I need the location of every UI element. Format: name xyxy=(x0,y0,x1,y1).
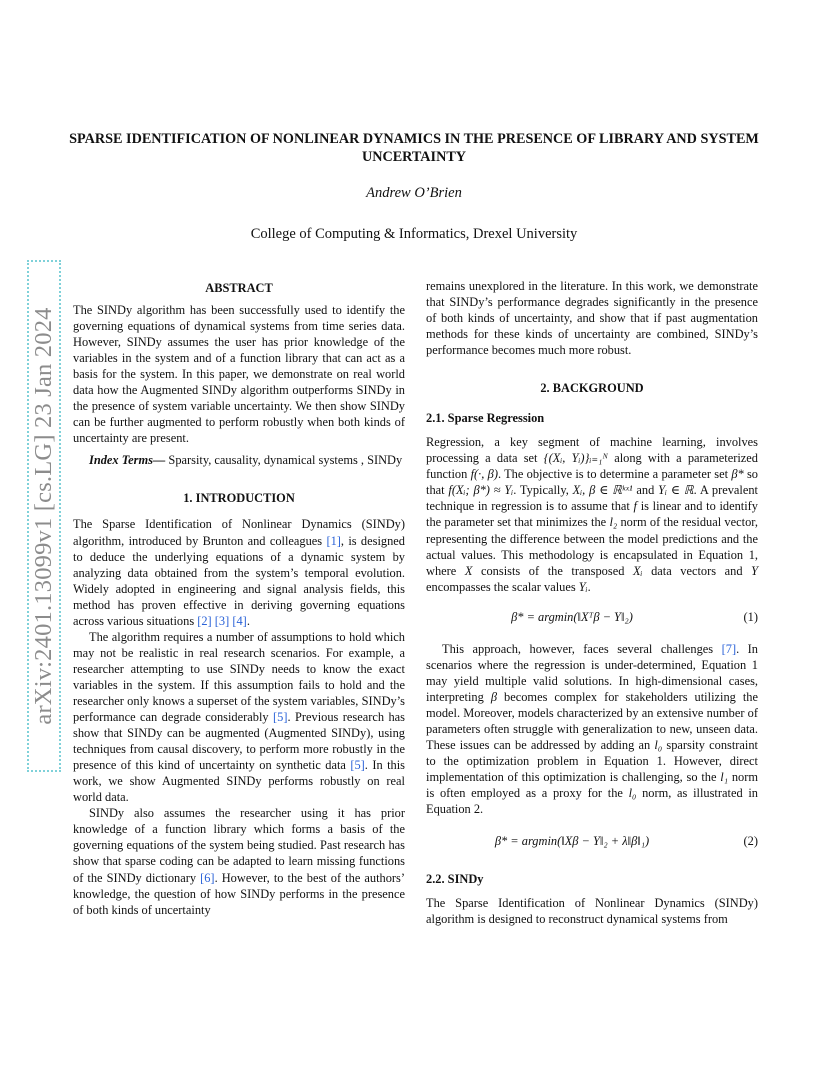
intro-paragraph-3: SINDy also assumes the researcher using it has prior knowledge of a function library which forms a basis of the governing equations of the system being studied. Past research has show that sparse coding can be adapted to learn missing functions of the SINDy dictionary [6]. However, to the best of the authors’ knowledge, the question of how SINDy performs in the presence of both kinds of uncertainty xyxy=(73,806,405,917)
equation-1 xyxy=(426,603,758,635)
challenges-paragraph: This approach, however, faces several challenges [7]. In scenarios where the regression is under-determined, Equation 1 may yield multiple valid solutions. In high-dimensional cases, interpreting β becomes complex for stakeholders utilizing the model. Moreover, models characterized by an extensive number of parameters often struggle with generalization to new, unseen data. These issues can be addressed by adding an l₀ sparsity constraint to the optimization problem in Equation 1. However, direct implementation of this optimization is challenging, so the l₁ norm is often employed as a proxy for the l₀ norm, as illustrated in Equation 2. xyxy=(426,641,759,817)
arxiv-stamp-text: arXiv:2401.13099v1 [cs.LG] 23 Jan 2024 xyxy=(29,262,59,770)
citation-link[interactable]: [3] xyxy=(214,613,230,628)
abstract-body: The SINDy algorithm has been successfully used to identify the governing equations of dynamical systems from time series data. However, SINDy assumes the user has prior knowledge of the variables in the system and of a function library that can act as a basis for the system. In this paper, we demonstrate on real world data how the Augmented SINDy algorithm outperforms SINDy in the presence of system variable uncertainty. We then show SINDy can be further augmented to perform robustly when both kinds of uncertainty are present. xyxy=(73,303,405,446)
equation-2-expression: β* = argmin(‖Xβ − Y‖₂ + λ‖β‖₁) xyxy=(494,834,650,849)
intro-paragraph-1: The Sparse Identification of Nonlinear Dynamics (SINDy) algorithm, introduced by Brunton and colleagues [1], is designed to deduce the underlying equations of a dynamic system by analyzing data obtained from the system’s temporal evolution. Widely adopted in engineering and signal analysis fields, this method has proven effective in deriving governing equations across various situations [2] [3] [4]. xyxy=(73,517,405,628)
equation-2 xyxy=(426,827,758,859)
citation-link[interactable]: [1] xyxy=(326,533,341,548)
index-terms xyxy=(73,452,405,468)
arxiv-stamp xyxy=(14,262,57,770)
citation-link[interactable]: [5] xyxy=(350,758,365,773)
background-heading: 2. BACKGROUND xyxy=(540,381,644,396)
right-column xyxy=(426,278,758,927)
citation-link[interactable]: [2] xyxy=(197,613,212,628)
sparse-regression-paragraph: Regression, a key segment of machine learning, involves processing a data set {(Xᵢ, Yᵢ)}ᵢ₌₁ᴺ along with a parameterized function f(·, β). The objective is to determine a parameter set β* so that f(Xᵢ; β*) ≈ Yᵢ. Typically, Xᵢ, β ∈ ℝᵏˣ¹ and Yᵢ ∈ ℝ. A prevalent technique in regression is to assume that f is linear and to identify the parameter set that minimizes the l₂ norm of the residual vector, representing the difference between the model predictions and the actual values. This methodology is encapsulated in Equation 1, where X consists of the transposed Xᵢ data vectors and Y encompasses the scalar values Yᵢ. xyxy=(426,435,759,594)
equation-2-number: (2) xyxy=(743,834,758,849)
author: Andrew O’Brien xyxy=(366,185,462,201)
subsection-sindy: 2.2. SINDy xyxy=(426,872,484,887)
index-terms-text: Sparsity, causality, dynamical systems , SINDy xyxy=(168,453,403,468)
paper-title: SPARSE IDENTIFICATION OF NONLINEAR DYNAMICS IN THE PRESENCE OF LIBRARY AND SYSTEM UNCERTAINTY xyxy=(69,131,759,165)
intro-heading: 1. INTRODUCTION xyxy=(183,491,295,506)
intro-paragraph-3-continued: remains unexplored in the literature. In this work, we demonstrate that SINDy’s performance degrades significantly in the presence of both kinds of uncertainty, and show that if past augmentation methods for these kinds of uncertainty are combined, SINDy’s performance becomes much more robust. xyxy=(426,279,758,358)
citation-link[interactable]: [6] xyxy=(200,870,215,885)
citation-link[interactable]: [7] xyxy=(721,641,737,656)
sindy-paragraph: The Sparse Identification of Nonlinear Dynamics (SINDy) algorithm is designed to reconstruct dynamical systems from xyxy=(426,896,758,927)
abstract-heading: ABSTRACT xyxy=(205,281,273,295)
equation-1-number: (1) xyxy=(743,609,758,624)
citation-link[interactable]: [5] xyxy=(273,710,288,725)
subsection-sparse-regression: 2.1. Sparse Regression xyxy=(426,411,545,426)
index-terms-label: Index Terms— xyxy=(89,453,166,468)
affiliation: College of Computing & Informatics, Drexel University xyxy=(250,226,578,242)
left-column xyxy=(73,280,405,918)
intro-paragraph-2: The algorithm requires a number of assumptions to hold which may not be realistic in real research scenarios. For example, a researcher attempting to use SINDy needs to know the exact variables in the system. If this assumption fails to hold and the researcher only knows a superset of the system variables, SINDy’s performance can degrade considerably [5]. Previous research has show that SINDy can be augmented (Augmented SINDy), using techniques from causal discovery, to perform more robustly in the presence of this kind of uncertainty on synthetic data [5]. In this work, we show Augmented SINDy performs robustly on real world data. xyxy=(73,629,405,805)
equation-1-expression: β* = argmin(‖Xᵀβ − Y‖₂) xyxy=(511,609,633,624)
citation-link[interactable]: [4] xyxy=(232,613,247,628)
